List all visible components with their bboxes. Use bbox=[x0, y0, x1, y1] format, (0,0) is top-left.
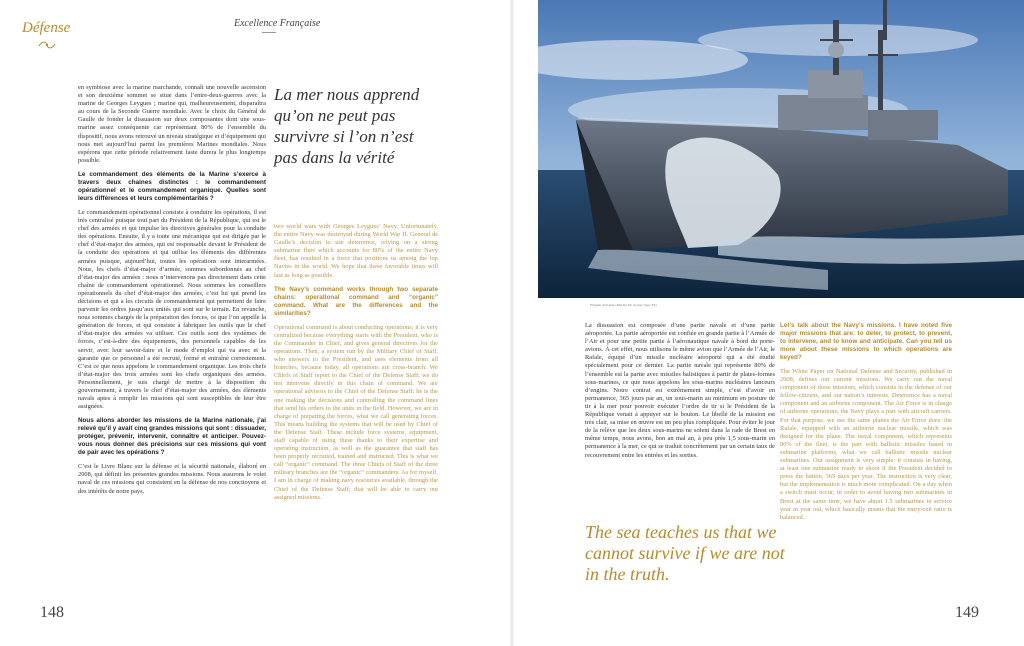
paragraph: C’est le Livre Blanc sur la défense et la sécurité nationale, élaboré en 2008, qui définit les présentes grandes missions. Nous assurons le volet naval de ces missions qui consistent en la défense de nos concitoyens et des intérêts de notre pays. bbox=[78, 463, 266, 495]
pull-quote-english: The sea teaches us that we cannot survive if we are not in the truth. bbox=[585, 522, 785, 584]
paragraph: Le commandement opérationnel consiste à conduire les opérations, il est très centralisé puisque tout part du Président de la République, qui est le chef des armées et qui impulse les directives générales pour la conduite des opérations. Ensuite, il y a toute une mécanique qui est dirigée par le chef d’état-major des armées, qui est responsable devant le Président de la conduite des opérations et qui utilise les éléments des différentes armées puisque, aujourd’hui, toutes les opérations sont interarmées. Nous, les chefs d’état-major d’armée, sommes subordonnés au chef d’état-major des armées : nous n’intervenons pas directement dans cette chaîne de commandement opérationnel. Nous sommes les conseillers opérationnels du chef d’état-major des armées, c’est lui qui prend les décisions et qui a les circuits de commandement qui permettent de faire parvenir les ordres jusqu’aux unités qui sont sur le terrain. En revanche, nous sommes chargés de la préparation des forces, ce que l’on appelle la génération de forces, et qui consiste à fabriquer les outils que le chef d’état-major des armées va utiliser. Ces outils sont des systèmes de forces, c’est-à-dire des équipements, des personnels capables de les servir, avec leur savoir-faire et le mode d’emploi qui va avec et la garantie que ce personnel a été recruté, formé et entraîné correctement. C’est ce que nous appelons le commandement organique. Les trois chefs d’état-major des trois armées sont les chefs organiques des armées. Personnellement, je suis chargé de mettre à la disposition du gouvernement, à travers le chef d’état-major des armées, des éléments navals aptes à remplir les missions qui sont susceptibles de leur être assignées. bbox=[78, 208, 266, 411]
paragraph: two world wars with Georges Leygues’ Navy. Unfortunately, the entire Navy was destroyed during World War II. General de Gaulle’s decision to use deterrence, relying on a strong submarine fleet which accounts for 80% of the entire Navy fleet, has resulted in a force that positions us among the top Navies in the world. We hope that these favorable times will last as long as possible. bbox=[274, 223, 438, 279]
paragraph: en symbiose avec la marine marchande, connaît une nouvelle ascension et son deuxième sommet se situe dans l’entre-deux-guerres avec la marine de Georges Leygues ; marine qui, malheureusement, disparaîtra au cours de la Seconde Guerre mondiale. Avec le choix du Général de Gaulle de fonder la dissuasion sur deux composantes dont une sous-marine assez conséquente car représentant 80% de l’ensemble du dispositif, nous avons retrouvé un niveau stratégique et d’équipement qui nous met aujourd’hui parmi les premières Marines mondiales. Nous espérons que cette période relativement faste durera le plus longtemps possible. bbox=[78, 84, 266, 164]
left-column-french bbox=[78, 84, 266, 502]
warship-photo bbox=[538, 0, 1024, 298]
page-number-right: 149 bbox=[955, 604, 979, 621]
header-divider bbox=[262, 32, 276, 33]
paragraph: La dissuasion est composée d’une partie navale et d’une partie aéroportée. La partie aéroportée est confiée en grande partie à l’Armée de l’Air et pour une petite partie à l’aéronautique navale à bord du porte-avions. À cet effet, nous utilisons le même avion que l’Armée de l’Air, le Rafale, équipé d’un missile nucléaire aéroporté qui a été étudié spécialement pour ce dernier. La partie navale qui représente 80% de l’ensemble est la partie avec missiles balistiques à partir de plates-formes sous-marines, ce que nous appelons les sous-marins nucléaires lanceurs d’engins. Notre contrat est extrêmement simple, c’est d’avoir en permanence, 365 jours par an, un sous-marin au minimum en posture de tir à la mer pour pouvoir exécuter l’ordre de tir si le Président de la République venait à appuyer sur le bouton. Le libellé de la mission est très clair, sa mise en œuvre est un peu plus compliquée. Pour éviter le jour de la relève que les deux sous-marins ne soient dans la rade de Brest en même temps, nous avons, bon an mal an, à peu près 1,5 sous-marin en permanence à la mer, ce qui se traduit concrètement par un certain taux de recouvrement entre les entrées et les sorties. bbox=[585, 322, 775, 459]
photo-caption: Frégate Anti-Sous-Marine De Grasse (type F6) bbox=[590, 303, 657, 307]
pull-quote-french: La mer nous apprend qu’on ne peut pas survivre si l’on n’est pas dans la vérité bbox=[274, 85, 420, 167]
paragraph: The White Paper on National Defense and Security, published in 2008, defines our current missions. We carry out the naval component of these missions, which consists in the defense of our fellow-citizens, and our nation’s interests. Deterrence has a naval component and an airborne component. The Air Force is in charge of airborne operations; the Navy plays a part with aircraft carriers. For that purpose, we use the same planes the Air Force does: the Rafale, equipped with an airborne nuclear missile, which was designed for the plane. The naval component, which represents 80% of the fleet, is the part with ballistic missiles based in submarine platforms, what we call ballistic missile nuclear submarines. Our assignment is very simple: it consists in having, at least one submarine ready to shoot if the President decided to press the button, 365 days per year. The instruction is very clear, but the implementation is much more complicated. On a day when a switch must occur, in order to avoid having two submarines in Brest at the same time, we have about 1.5 submarines in service year in year out, which basically means that the entry/exit ratio is balanced. bbox=[780, 368, 952, 521]
section-tag: Défense bbox=[22, 20, 71, 36]
right-column-english bbox=[780, 322, 952, 528]
question: Let’s talk about the Navy’s missions. I have noted five major missions that are: to deter, to protect, to prevent, to intervene, and to know and anticipate. Can you tell us more about these missions to which operations are keyed? bbox=[780, 322, 952, 361]
left-column-english bbox=[274, 223, 438, 508]
paragraph: Operational command is about conducting operations; it is very centralized because everything starts with the President, who is the Commander in Chief, and gives general directives for the operations. Then, a system run by the Military Chief of Staff, who answers to the President, and uses elements from all branches, because today, all operations are cross-branch. We Chiefs of Staff report to the Chief of the Defense Staff; we do not intervene directly in this chain of command. We are operational advisors to the Chief of the Defense Staff; he is the one making the decisions and controlling the command lines that send his orders to the units in the field. However, we are in charge of preparing the forces, what we call generating forces. This means building the systems that will be used by Chief of the Defense Staff. These include force systems, equipment, staff capable of using these thanks to their expertise and operating instruction, as well as the guarantee that staff has been properly recruited, trained and instructed. This is what we call “organic” command. The three Chiefs of Staff of the three military branches are the “organic” commanders. As for myself, I am in charge of making navy resources available, through the Chief of the Defense Staff; that will be able to carry out assigned missions. bbox=[274, 323, 438, 501]
question: Nous allons aborder les missions de la Marine nationale, j’ai relevé qu’il y avait cinq grandes missions qui sont : dissuader, protéger, prévenir, intervenir, connaître et anticiper. Pouvez-vous nous donner des précisions sur ces missions qui vont de pair avec les opérations ? bbox=[78, 417, 266, 457]
page-number-left: 148 bbox=[40, 604, 64, 621]
right-column-french bbox=[585, 322, 775, 466]
magazine-title: Excellence Française bbox=[234, 18, 321, 29]
question: The Navy’s command works through two separate chains: operational command and “organic” command. What are the differences and the similarities? bbox=[274, 285, 438, 317]
ornament-icon bbox=[38, 40, 56, 53]
question: Le commandement des éléments de la Marine s’exerce à travers deux chaines distinctes : le commandement opérationnel et le commandement organique. Quelles sont leurs différences et leurs complémentarités ? bbox=[78, 170, 266, 202]
